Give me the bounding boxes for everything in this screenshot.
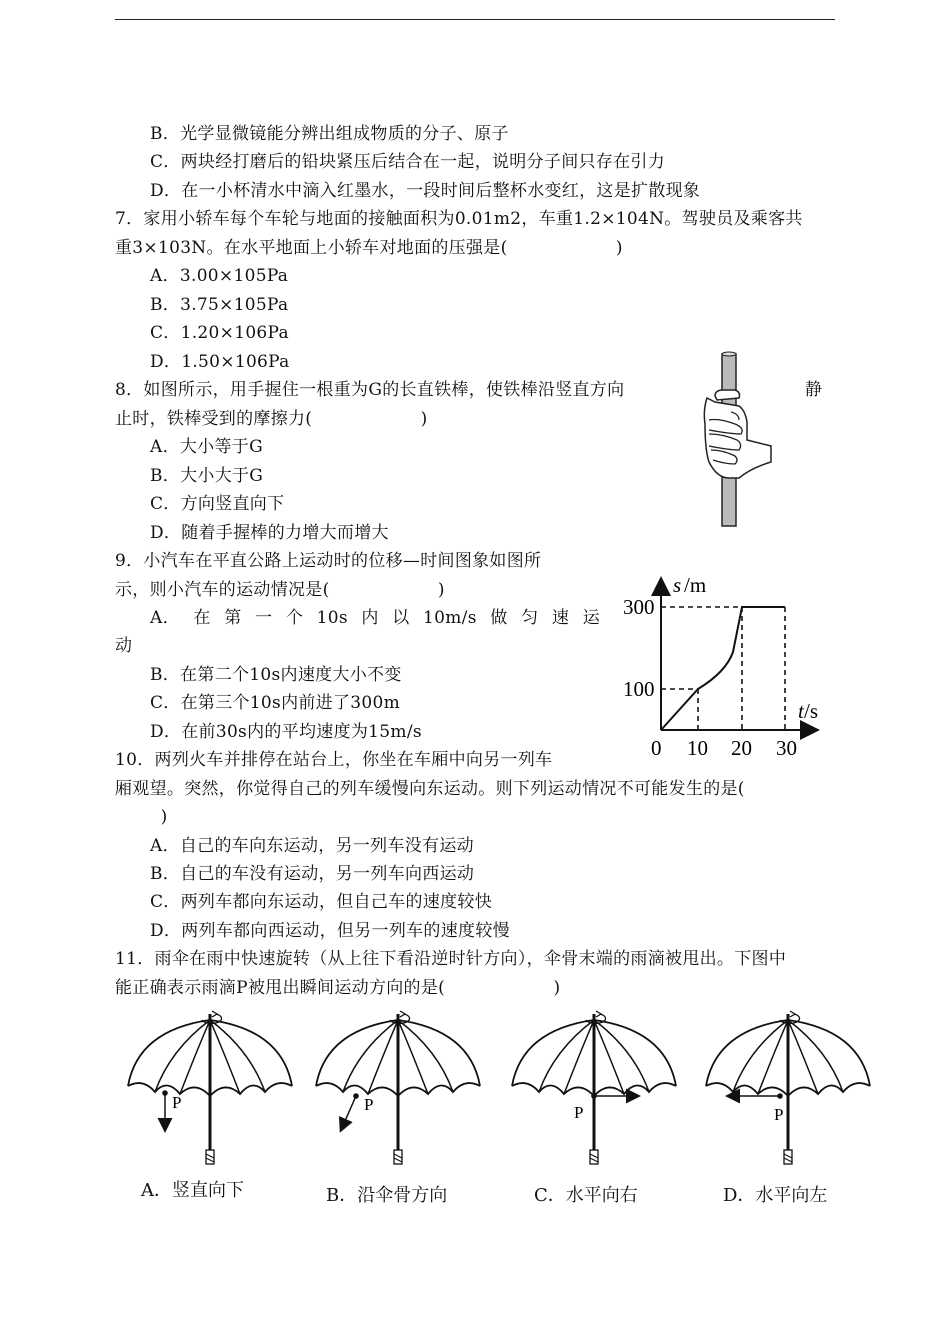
q9-a-word: 个 xyxy=(285,608,304,628)
q6-option-c: C．两块经打磨后的铅块紧压后结合在一起，说明分子间只存在引力 xyxy=(150,152,666,172)
umbrella-a xyxy=(128,1011,292,1164)
s-t-graph xyxy=(618,572,833,767)
point-p-b: P xyxy=(364,1095,374,1114)
q10-stem-line2: 厢观望。突然，你觉得自己的列车缓慢向东运动。则下列运动情况不可能发生的是( xyxy=(115,779,745,799)
q8-stem-line1: 8．如图所示，用手握住一根重为G的长直铁棒，使铁棒沿竖直方向 xyxy=(115,380,625,400)
q10-stem-line3: ) xyxy=(115,807,168,827)
hand-rod-figure xyxy=(695,350,775,530)
q9-a-word: 速 xyxy=(551,608,570,628)
q8-option-c: C．方向竖直向下 xyxy=(150,494,285,514)
q8-stem-tail: 静 xyxy=(805,380,823,400)
q10-option-b: B．自己的车没有运动，另一列车向西运动 xyxy=(150,864,475,884)
q9-a-word: 内 xyxy=(361,608,379,628)
q9-a-word: 10s xyxy=(316,608,348,628)
x-tick-10: 10 xyxy=(687,736,708,760)
q9-a-word: 以 xyxy=(392,608,410,628)
q8-option-b: B．大小大于G xyxy=(150,466,264,486)
q7-option-a: A．3.00×105Pa xyxy=(150,266,289,286)
x-tick-20: 20 xyxy=(731,736,752,760)
q9-option-b: B．在第二个10s内速度大小不变 xyxy=(150,665,402,685)
hand-shape xyxy=(704,398,771,478)
q8-option-d: D．随着手握棒的力增大而增大 xyxy=(150,523,389,543)
q9-a-word: 一 xyxy=(255,608,273,628)
x-tick-30: 30 xyxy=(776,736,797,760)
q9-option-d: D．在前30s内的平均速度为15m/s xyxy=(150,722,422,742)
q9-a-word: 10m/s xyxy=(423,608,477,628)
q9-option-a-line1 xyxy=(150,607,600,629)
x-axis-symbol: t xyxy=(798,699,804,723)
point-p-d: P xyxy=(774,1105,784,1124)
q8-stem-line2: 止时，铁棒受到的摩擦力( ) xyxy=(115,409,428,429)
y-axis-unit: /m xyxy=(684,573,707,597)
q7-option-d: D．1.50×106Pa xyxy=(150,352,290,372)
q9-stem-line1: 9．小汽车在平直公路上运动时的位移—时间图象如图所 xyxy=(115,551,542,571)
q9-a-word: 运 xyxy=(582,608,600,628)
q10-stem-line1: 10．两列火车并排停在站台上，你坐在车厢中向另一列车 xyxy=(115,750,553,770)
umbrella-b xyxy=(316,1011,480,1164)
arrow-along-rib xyxy=(341,1096,356,1130)
caption-d: D．水平向左 xyxy=(723,1185,828,1206)
caption-c: C．水平向右 xyxy=(534,1185,638,1206)
q9-option-c: C．在第三个10s内前进了300m xyxy=(150,693,401,713)
header-rule xyxy=(115,19,835,20)
umbrella-d xyxy=(706,1011,870,1164)
umbrella-c xyxy=(512,1011,676,1164)
q9-stem-line2: 示，则小汽车的运动情况是( ) xyxy=(115,580,445,600)
y-axis-symbol: s xyxy=(673,573,682,597)
umbrella-figures xyxy=(120,1010,880,1175)
q7-stem-line1: 7．家用小轿车每个车轮与地面的接触面积为0.01m2，车重1.2×104N。驾驶员及乘客共 xyxy=(115,209,803,229)
q7-stem-line2: 重3×103N。在水平地面上小轿车对地面的压强是( ) xyxy=(115,238,623,258)
q9-a-word: A． xyxy=(150,608,180,628)
q7-option-b: B．3.75×105Pa xyxy=(150,295,289,315)
y-tick-300: 300 xyxy=(623,595,655,619)
point-p-c: P xyxy=(574,1103,584,1122)
q8-option-a: A．大小等于G xyxy=(150,437,263,457)
x-tick-0: 0 xyxy=(651,736,662,760)
q10-option-d: D．两列车都向西运动，但另一列车的速度较慢 xyxy=(150,921,510,941)
point-p-a: P xyxy=(172,1093,182,1112)
q10-option-c: C．两列车都向东运动，但自己车的速度较快 xyxy=(150,892,493,912)
q6-option-b: B．光学显微镜能分辨出组成物质的分子、原子 xyxy=(150,124,509,144)
q9-a-word: 匀 xyxy=(521,608,539,628)
q9-option-a-line2: 动 xyxy=(115,636,133,656)
caption-a: A．竖直向下 xyxy=(141,1180,244,1201)
q9-a-word: 第 xyxy=(224,608,242,628)
q11-stem-line2: 能正确表示雨滴P被甩出瞬间运动方向的是( ) xyxy=(115,978,561,998)
s-t-curve xyxy=(661,607,785,730)
x-axis-unit: /s xyxy=(804,699,819,723)
q11-stem-line1: 11．雨伞在雨中快速旋转（从上往下看沿逆时针方向），伞骨末端的雨滴被甩出。下图中 xyxy=(115,949,787,969)
q10-option-a: A．自己的车向东运动，另一列车没有运动 xyxy=(150,836,474,856)
y-tick-100: 100 xyxy=(623,677,655,701)
q6-option-d: D．在一小杯清水中滴入红墨水，一段时间后整杯水变红，这是扩散现象 xyxy=(150,181,701,201)
q9-a-word: 做 xyxy=(490,608,508,628)
q9-a-word: 在 xyxy=(193,608,211,628)
q7-option-c: C．1.20×106Pa xyxy=(150,323,289,343)
caption-b: B．沿伞骨方向 xyxy=(326,1185,448,1206)
